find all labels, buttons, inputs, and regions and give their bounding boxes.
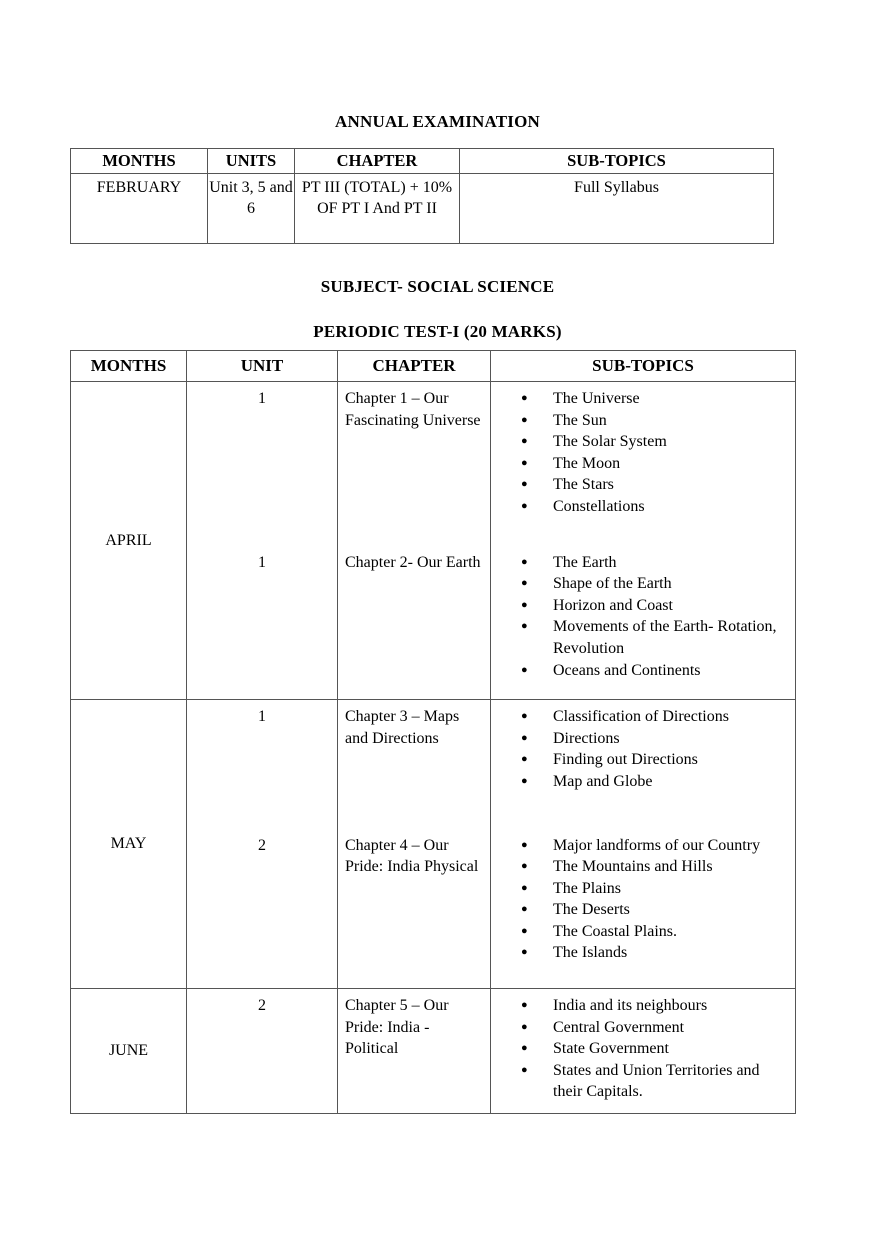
cell-unit: 2 bbox=[187, 989, 338, 1103]
row-filler bbox=[187, 1103, 795, 1113]
subtopic-item: ● Central Government bbox=[491, 1017, 791, 1039]
subtopic-item: ● Classification of Directions bbox=[491, 706, 791, 728]
column-header-months: MONTHS bbox=[71, 351, 187, 382]
table-header-row bbox=[71, 149, 774, 174]
subtopic-item: ● Directions bbox=[491, 728, 791, 750]
filler-subtopics bbox=[491, 1103, 795, 1113]
cell-unit: 1 bbox=[187, 546, 338, 682]
filler-chapter bbox=[338, 681, 491, 699]
cell-chapter: PT III (TOTAL) + 10% OF PT I And PT II bbox=[295, 174, 460, 244]
cell-unit: 1 bbox=[187, 700, 338, 792]
filler-unit bbox=[187, 1103, 338, 1113]
cell-subtopics bbox=[491, 829, 795, 965]
cell-units: Unit 3, 5 and 6 bbox=[208, 174, 295, 244]
periodic-test-title: PERIODIC TEST-I (20 MARKS) bbox=[313, 322, 562, 341]
filler-unit bbox=[187, 681, 338, 699]
gap-chapter bbox=[338, 518, 491, 546]
subtopic-item: ● Finding out Directions bbox=[491, 749, 791, 771]
cell-chapter: Chapter 4 – Our Pride: India Physical bbox=[338, 829, 491, 965]
column-header-unit: UNIT bbox=[187, 351, 338, 382]
cell-month: APRIL bbox=[71, 382, 187, 700]
entry-gap bbox=[187, 793, 795, 829]
subtopic-item: ● The Coastal Plains. bbox=[491, 921, 791, 943]
subtopic-item: ● The Sun bbox=[491, 410, 791, 432]
filler-chapter bbox=[338, 1103, 491, 1113]
row-filler bbox=[187, 964, 795, 988]
gap-unit bbox=[187, 518, 338, 546]
cell-subtopics bbox=[491, 989, 795, 1103]
cell-subtopics bbox=[491, 700, 795, 792]
subtopic-item: ● India and its neighbours bbox=[491, 995, 791, 1017]
chapter-entry bbox=[187, 989, 795, 1103]
subtopic-list bbox=[491, 835, 791, 965]
cell-chapter: Chapter 5 – Our Pride: India - Political bbox=[338, 989, 491, 1103]
cell-subtopics bbox=[491, 546, 795, 682]
gap-subtopics bbox=[491, 793, 795, 829]
table-row bbox=[71, 700, 796, 989]
chapter-entry bbox=[187, 382, 795, 518]
annual-examination-table bbox=[70, 148, 774, 244]
cell-entries-group bbox=[187, 700, 796, 989]
subtopic-item: ● States and Union Territories and their Capitals. bbox=[491, 1060, 791, 1103]
cell-chapter: Chapter 2- Our Earth bbox=[338, 546, 491, 682]
subtopic-item: ● Oceans and Continents bbox=[491, 660, 791, 682]
table-row bbox=[71, 174, 774, 244]
subject-title: SUBJECT- SOCIAL SCIENCE bbox=[320, 277, 555, 296]
column-header-months: MONTHS bbox=[71, 149, 208, 174]
entry-gap bbox=[187, 518, 795, 546]
filler-subtopics bbox=[491, 964, 795, 988]
table-header-row bbox=[71, 351, 796, 382]
chapter-entry bbox=[187, 829, 795, 965]
subtopic-item: ● Horizon and Coast bbox=[491, 595, 791, 617]
subtopic-item: ● The Stars bbox=[491, 474, 791, 496]
gap-subtopics bbox=[491, 518, 795, 546]
subtopic-item: ● Shape of the Earth bbox=[491, 573, 791, 595]
subtopic-item: ● The Universe bbox=[491, 388, 791, 410]
subtopic-item: ● The Islands bbox=[491, 942, 791, 964]
gap-chapter bbox=[338, 793, 491, 829]
cell-entries-group bbox=[187, 989, 796, 1114]
subtopic-item: ● The Deserts bbox=[491, 899, 791, 921]
subtopic-item: ● Constellations bbox=[491, 496, 791, 518]
table-row bbox=[71, 989, 796, 1114]
subtopic-item: ● The Moon bbox=[491, 453, 791, 475]
subtopic-list bbox=[491, 706, 791, 792]
chapter-entry bbox=[187, 700, 795, 792]
row-filler bbox=[187, 681, 795, 699]
subtopic-list bbox=[491, 995, 791, 1103]
subtopic-item: ● Map and Globe bbox=[491, 771, 791, 793]
filler-unit bbox=[187, 964, 338, 988]
cell-subtopics bbox=[491, 382, 795, 518]
cell-month: MAY bbox=[71, 700, 187, 989]
column-header-subtopics: SUB-TOPICS bbox=[460, 149, 774, 174]
cell-subtopics: Full Syllabus bbox=[460, 174, 774, 244]
subtopic-item: ● Major landforms of our Country bbox=[491, 835, 791, 857]
subtopic-list bbox=[491, 552, 791, 682]
column-header-chapter: CHAPTER bbox=[295, 149, 460, 174]
gap-unit bbox=[187, 793, 338, 829]
filler-subtopics bbox=[491, 681, 795, 699]
subtopic-item: ● The Solar System bbox=[491, 431, 791, 453]
subtopic-item: ● The Earth bbox=[491, 552, 791, 574]
cell-entries-group bbox=[187, 382, 796, 700]
cell-chapter: Chapter 1 – Our Fascinating Universe bbox=[338, 382, 491, 518]
cell-month: FEBRUARY bbox=[71, 174, 208, 244]
column-header-subtopics: SUB-TOPICS bbox=[491, 351, 796, 382]
subtopic-item: ● The Mountains and Hills bbox=[491, 856, 791, 878]
table-row bbox=[71, 382, 796, 700]
subtopic-item: ● Movements of the Earth- Rotation, Revolution bbox=[491, 616, 791, 659]
subtopic-item: ● State Government bbox=[491, 1038, 791, 1060]
chapter-entry bbox=[187, 546, 795, 682]
column-header-chapter: CHAPTER bbox=[338, 351, 491, 382]
cell-unit: 1 bbox=[187, 382, 338, 518]
cell-chapter: Chapter 3 – Maps and Directions bbox=[338, 700, 491, 792]
periodic-test-table bbox=[70, 350, 796, 1114]
column-header-units: UNITS bbox=[208, 149, 295, 174]
annual-examination-title: ANNUAL EXAMINATION bbox=[335, 112, 540, 131]
cell-month: JUNE bbox=[71, 989, 187, 1114]
filler-chapter bbox=[338, 964, 491, 988]
subtopic-item: ● The Plains bbox=[491, 878, 791, 900]
cell-unit: 2 bbox=[187, 829, 338, 965]
subtopic-list bbox=[491, 388, 791, 518]
